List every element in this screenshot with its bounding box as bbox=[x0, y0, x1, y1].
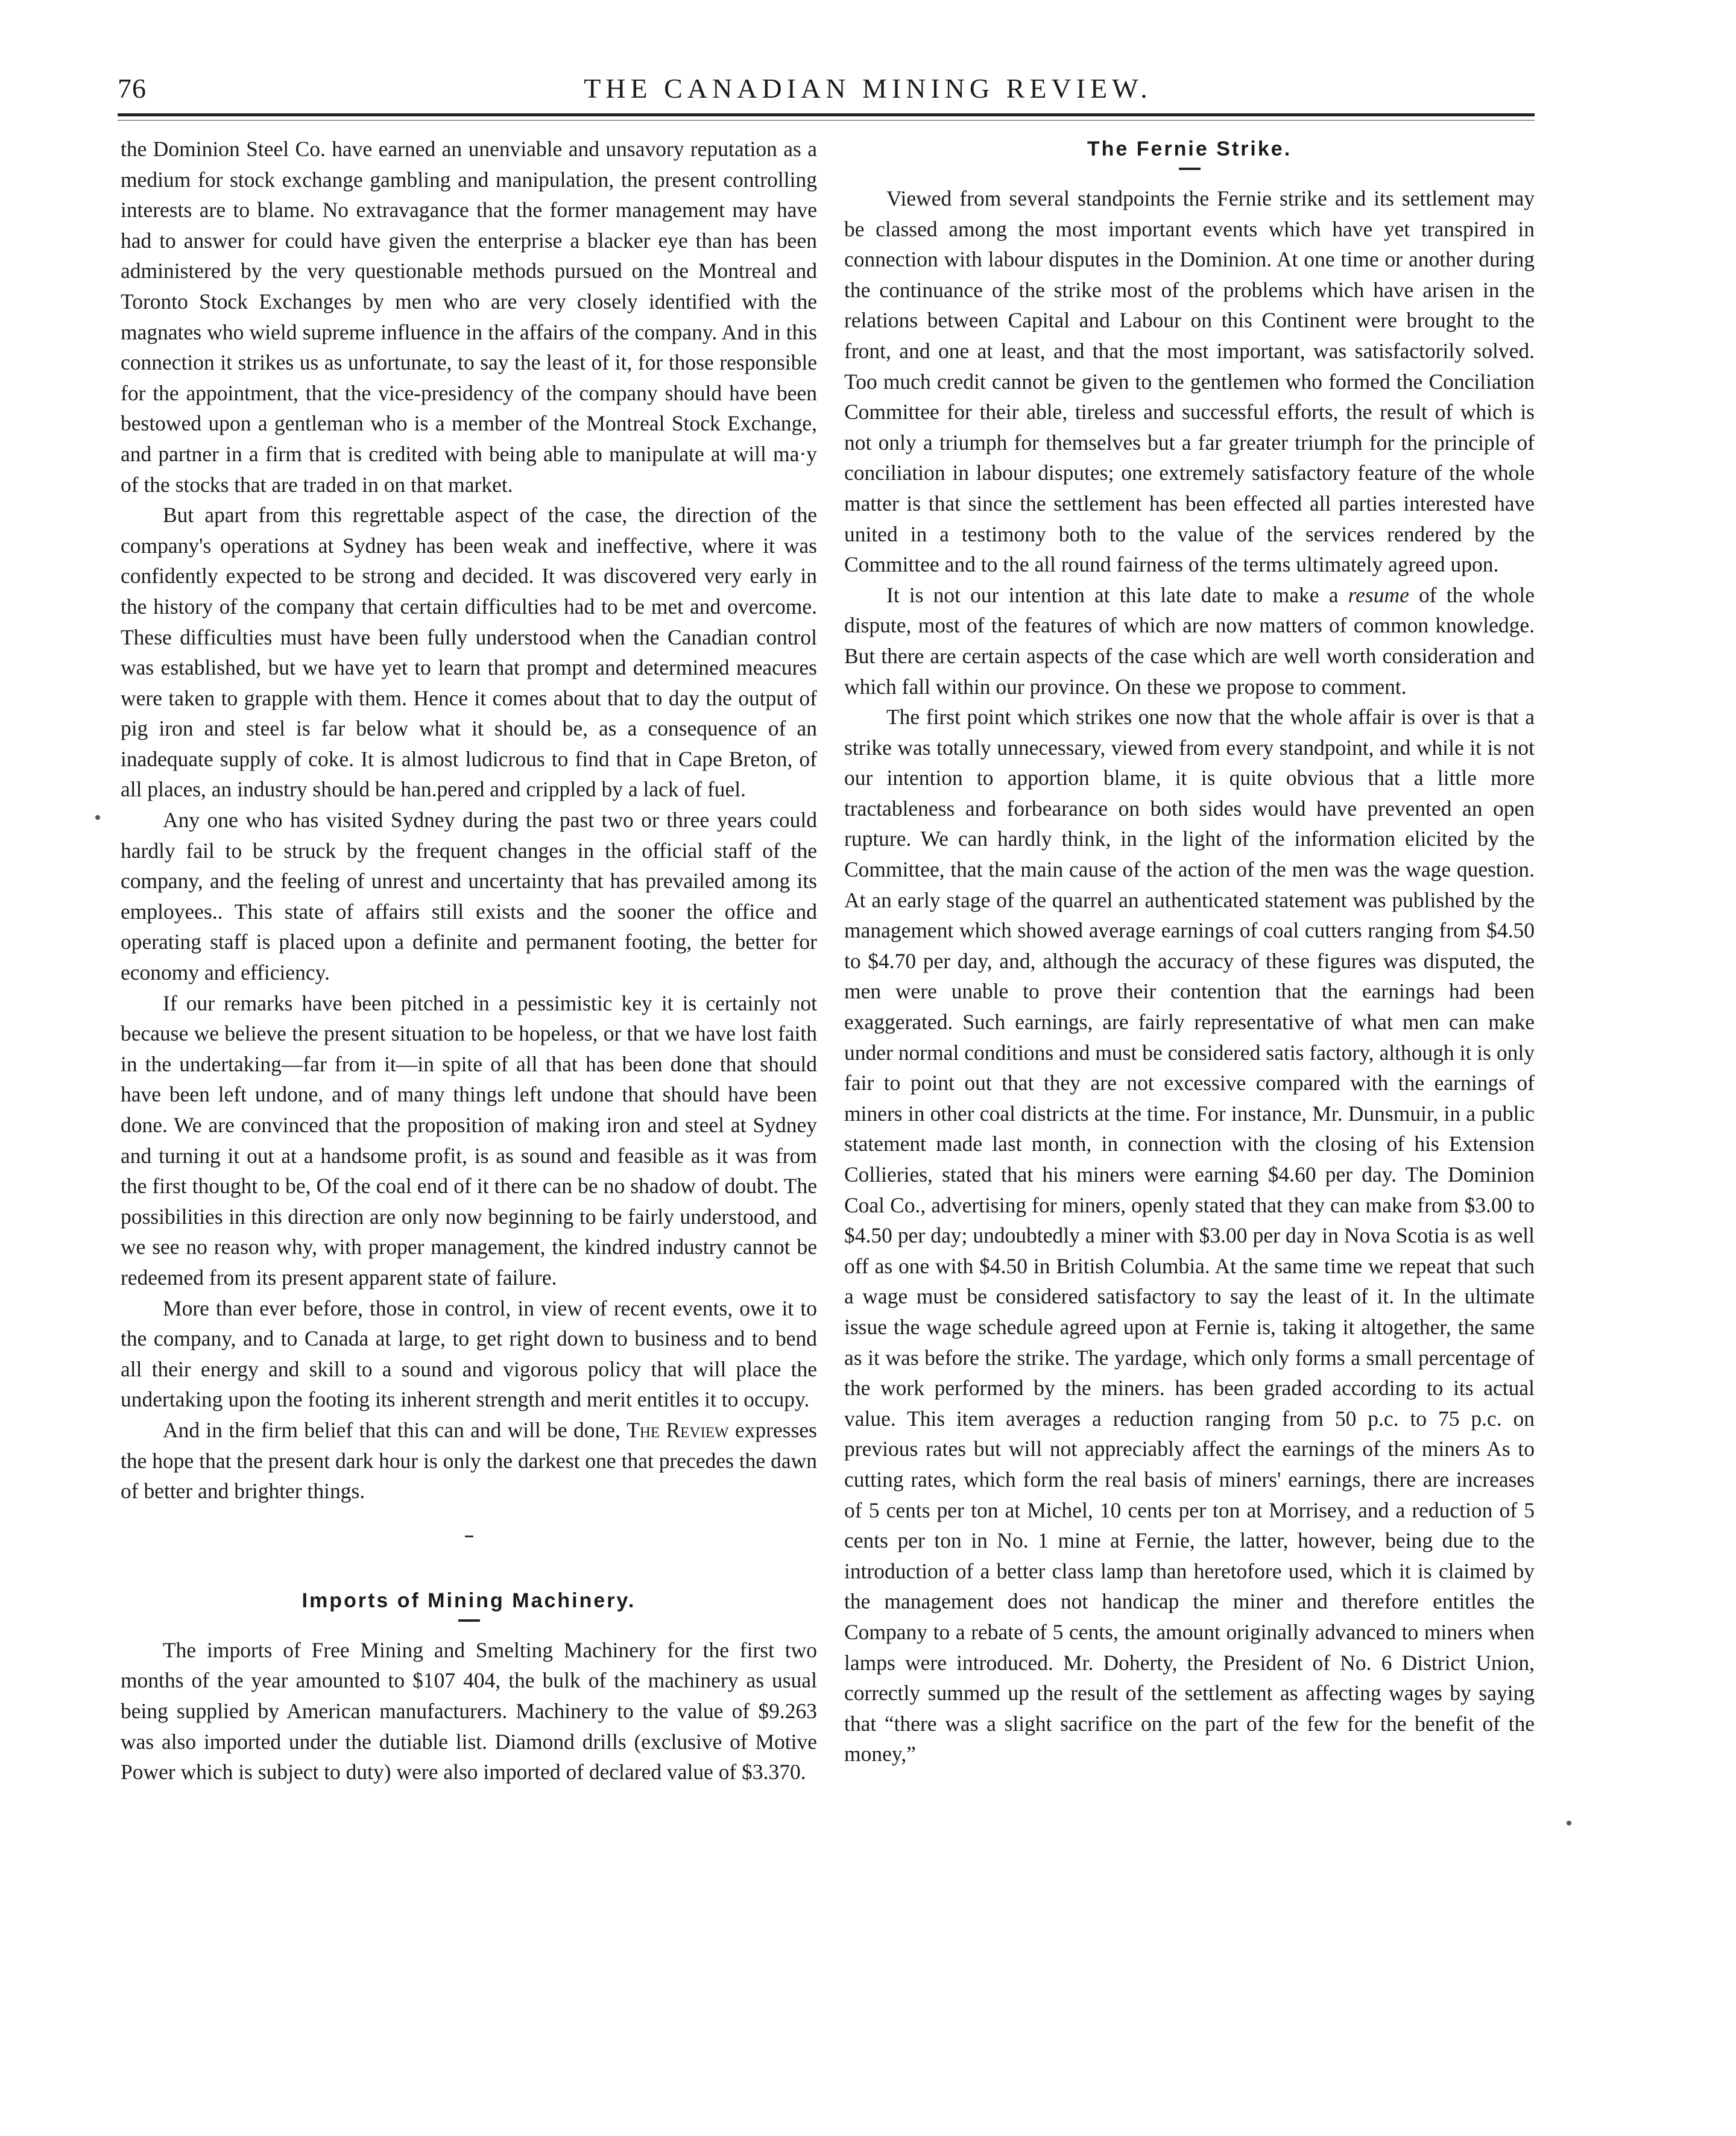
fernie-headline: The Fernie Strike. bbox=[1087, 137, 1292, 160]
imports-headline: Imports of Mining Machinery. bbox=[301, 1589, 636, 1612]
page-number: 76 bbox=[118, 73, 147, 104]
headline-rule bbox=[458, 1619, 480, 1622]
paragraph: If our remarks have been pitched in a pessimistic key it is certainly not because we believe the present situation to be hopeless, or that we have lost faith in the undertaking—far from it—in spite of all that has been done that should have been left undone, and of many things left undone that should have been done. We are convinced that the proposition of making iron and steel at Sydney and turning it out at a handsome profit, is as sound and feasible as it was from the first thought to be, Of the coal end of it there can be no shadow of doubt. The possibilities in this direction are only now beginning to be fairly understood, and we see no reason why, with proper management, the kindred industry cannot be redeemed from its present apparent state of failure. bbox=[121, 991, 817, 1290]
paragraph: the Dominion Steel Co. have earned an unenviable and unsavory reputation as a medium for stock exchange gambling and manipulation, the present controlling interests are to blame. No extravagance that the former management may have had to answer for could have given the enterprise a blacker eye than has been administered by the very questionable methods pursued on the Montreal and Toronto Stock Exchanges by men who are very closely identified with the magnates who wield supreme influence in the affairs of the company. And in this connection it strikes us as unfortunate, to say the least of it, for those responsible for the appointment, that the vice-presidency of the company should have been bestowed upon a gentleman who is a member of the Montreal Stock Exchange, and partner in a firm that is credited with being able to manipulate at will ma·y of the stocks that are traded in on that market. bbox=[121, 137, 817, 497]
paragraph: The first point which strikes one now that the whole affair is over is that a strike was totally unnecessary, viewed from every standpoint, and while it is not our intention to apportion blame, it is quite obvious that a little more tractableness and forbearance on both sides would have prevented an open rupture. We can hardly think, in the light of the information elicited by the Committee, that the main cause of the action of the men was the wage question. At an early stage of the quarrel an authenticated statement was published by the management which showed average earnings of coal cutters ranging from $4.50 to $4.70 per day, and, although the accuracy of these figures was disputed, the men were unable to prove their contention that the earnings had been exaggerated. Such earnings, are fairly representative of what men can make under normal conditions and must be considered satis factory, although it is only fair to point out that they are not excessive compared with the earnings of miners in other coal districts at the time. For instance, Mr. Dunsmuir, in a public statement made last month, in connection with the closing of his Extension Collieries, stated that his miners were earning $4.60 per day. The Dominion Coal Co., advertising for miners, openly stated that they can make from $3.00 to $4.50 per day; undoubtedly a miner with $3.00 per day in Nova Scotia is as well off as one with $4.50 in British Columbia. At the same time we repeat that such a wage must be considered satisfactory to say the least of it. In the ultimate issue the wage schedule agreed upon at Fernie is, taking it altogether, the same as it was before the strike. The yardage, which only forms a small percentage of the work performed by the miners. has been graded according to its actual value. This item averages a reduction ranging from 50 p.c. to 75 p.c. on previous rates but will not appreciably affect the earnings of the miners As to cutting rates, which form the real basis of miners' earnings, there are increases of 5 cents per ton at Michel, 10 cents per ton at Morrisey, and a reduction of 5 cents per ton in No. 1 mine at Fernie, the latter, however, being due to the introduction of a better class lamp than heretofore used, which it is claimed by the management does not handicap the miner and therefore entitles the Company to a rebate of 5 cents, the amount originally advanced to miners when lamps were introduced. Mr. Doherty, the President of No. 6 District Union, correctly summed up the result of the settlement as affecting wages by saying that “there was a slight sacrifice on the part of the few for the benefit of the money,” bbox=[844, 705, 1535, 1766]
running-head bbox=[0, 66, 1736, 109]
closing-paragraph bbox=[121, 1415, 817, 1507]
resume-text-before: It is not our intention at this late date to make a bbox=[886, 582, 1348, 607]
paragraph: Any one who has visited Sydney during the past two or three years could hardly fail to be struck by the frequent changes in the official staff of the company, and the feeling of unrest and uncertainty that has prevailed among its employees.. This state of affairs still exists and the sooner the office and operating staff is placed upon a definite and permanent footing, the better for economy and efficiency. bbox=[121, 808, 817, 985]
margin-mark bbox=[1567, 1821, 1571, 1826]
closing-text-after: expresses the hope that the present dark hour is only the darkest one that precedes the dawn of better and brighter things. bbox=[121, 1417, 817, 1504]
paragraph: But apart from this regrettable aspect of the case, the direction of the company's operations at Sydney has been weak and ineffective, where it was confidently expected to be strong and decided. It was discovered very early in the history of the company that certain difficulties had to be met and overcome. These difficulties must have been fully understood when the Canadian control was established, but we have yet to learn that prompt and determined meacures were taken to grapple with them. Hence it comes about that to day the output of pig iron and steel is far below what it should be, as a consequence of an inadequate supply of coke. It is almost ludicrous to find that in Cape Breton, of all places, an industry should be han.pered and crippled by a lack of fuel. bbox=[121, 503, 817, 802]
review-name: The Review bbox=[627, 1417, 729, 1442]
resume-paragraph bbox=[844, 580, 1535, 702]
header-rule-thin bbox=[118, 120, 1535, 121]
right-column bbox=[844, 134, 1535, 1769]
resume-text-after: of the whole dispute, most of the features of which are now matters of common knowledge. But there are certain aspects of the case which are well worth consideration and which fall within our province. On these we propose to comment. bbox=[844, 582, 1535, 699]
left-column bbox=[121, 134, 817, 1788]
journal-title: THE CANADIAN MINING REVIEW. bbox=[584, 73, 1152, 104]
closing-text-before: And in the firm belief that this can and will be done, bbox=[163, 1417, 627, 1442]
resume-italic-word: resume bbox=[1348, 582, 1409, 607]
paragraph: Viewed from several standpoints the Fernie strike and its settlement may be classed among the most important events which have yet transpired in connection with labour disputes in the Dominion. At one time or another during the continuance of the strike most of the problems which have arisen in the relations between Capital and Labour on this Continent were brought to the front, and one at least, and that the most important, was satisfactorily solved. Too much credit cannot be given to the gentlemen who formed the Conciliation Committee for their able, tireless and successful efforts, the result of which is not only a triumph for themselves but a far greater triumph for the principle of conciliation in labour disputes; one extremely satisfactory feature of the whole matter is that since the settlement has been effected all parties interested have united in a testimony both to the value of the services rendered by the Committee and to the all round fairness of the terms ultimately agreed upon. bbox=[844, 186, 1535, 577]
header-rule bbox=[118, 113, 1535, 116]
margin-mark bbox=[95, 815, 100, 820]
section-separator bbox=[465, 1536, 473, 1537]
paragraph: The imports of Free Mining and Smelting Machinery for the first two months of the year amounted to $107 404, the bulk of the machinery as usual being supplied by American manufacturers. Machinery to the value of $9.263 was also imported under the dutiable list. Diamond drills (exclusive of Motive Power which is subject to duty) were also imported of declared value of $3.370. bbox=[121, 1637, 817, 1785]
paragraph: More than ever before, those in control, in view of recent events, owe it to the company, and to Canada at large, to get right down to business and to bend all their energy and skill to a sound and vigorous policy that will place the undertaking upon the footing its inherent strength and merit entitles it to occupy. bbox=[121, 1296, 817, 1412]
headline-rule bbox=[1179, 168, 1201, 170]
